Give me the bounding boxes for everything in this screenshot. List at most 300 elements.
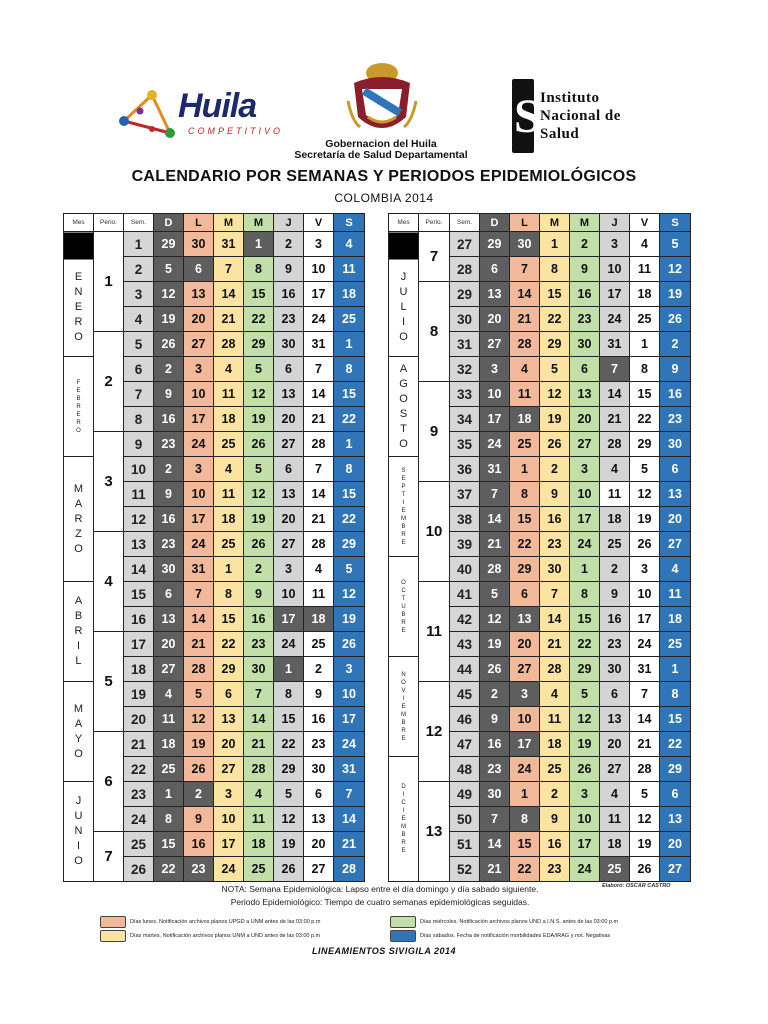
day-cell: 13	[660, 482, 691, 507]
day-cell: 10	[334, 682, 365, 707]
day-cell: 7	[244, 682, 274, 707]
page-title: CALENDARIO POR SEMANAS Y PERIODOS EPIDEMIOLÓGICOS	[131, 168, 637, 185]
day-cell: 9	[600, 582, 630, 607]
day-cell: 1	[274, 657, 304, 682]
day-cell: 3	[214, 782, 244, 807]
day-cell: 29	[244, 332, 274, 357]
day-cell: 8	[660, 682, 691, 707]
day-cell: 23	[480, 757, 510, 782]
day-cell: 24	[334, 732, 365, 757]
day-cell: 7	[304, 457, 334, 482]
month-label	[64, 457, 94, 582]
day-cell: 29	[630, 432, 660, 457]
week-number: 23	[124, 782, 154, 807]
legend-swatch	[100, 916, 126, 928]
day-cell: 22	[214, 632, 244, 657]
day-cell: 20	[304, 832, 334, 857]
week-number: 36	[450, 457, 480, 482]
calendar-table-right	[388, 213, 691, 882]
huila-brand: Huila	[178, 87, 257, 125]
day-cell: 25	[630, 307, 660, 332]
notes	[180, 883, 580, 909]
period-number: 9	[419, 382, 450, 482]
day-cell: 24	[274, 632, 304, 657]
day-cell: 25	[540, 757, 570, 782]
day-cell: 31	[630, 657, 660, 682]
day-cell: 27	[570, 432, 600, 457]
day-cell: 20	[510, 632, 540, 657]
day-cell: 1	[630, 332, 660, 357]
day-cell: 23	[570, 307, 600, 332]
day-cell: 6	[510, 582, 540, 607]
day-cell: 26	[154, 332, 184, 357]
day-cell: 30	[154, 557, 184, 582]
day-cell: 23	[274, 307, 304, 332]
day-cell: 6	[274, 357, 304, 382]
week-number: 13	[124, 532, 154, 557]
ins-line1: Instituto	[540, 90, 600, 106]
legend-text: Días miércoles. Notificación archivos planos UND a I.N.S. antes de las 03:00 p.m	[420, 919, 619, 925]
day-cell: 31	[600, 332, 630, 357]
huila-tagline: COMPETITIVO	[188, 126, 284, 136]
day-cell: 19	[184, 732, 214, 757]
day-cell: 24	[630, 632, 660, 657]
week-number: 22	[124, 757, 154, 782]
day-cell: 28	[480, 557, 510, 582]
month-name: J U L I O	[399, 271, 408, 343]
day-cell: 29	[540, 332, 570, 357]
week-number: 48	[450, 757, 480, 782]
day-cell: 15	[334, 482, 365, 507]
day-cell: 5	[480, 582, 510, 607]
day-cell: 10	[480, 382, 510, 407]
day-header-4: J	[600, 214, 630, 232]
day-cell: 21	[630, 732, 660, 757]
week-number: 44	[450, 657, 480, 682]
day-cell: 17	[334, 707, 365, 732]
legend-item-martes	[100, 930, 320, 942]
week-row	[389, 482, 691, 507]
day-cell: 30	[184, 232, 214, 257]
day-cell: 9	[154, 482, 184, 507]
month-name: A B R I L	[74, 595, 83, 667]
day-cell: 20	[570, 407, 600, 432]
day-cell: 26	[334, 632, 365, 657]
day-cell: 27	[274, 432, 304, 457]
day-cell: 12	[334, 582, 365, 607]
day-cell: 24	[184, 432, 214, 457]
week-number: 14	[124, 557, 154, 582]
period-number: 12	[419, 682, 450, 782]
day-cell: 6	[660, 457, 691, 482]
day-cell: 2	[660, 332, 691, 357]
day-cell: 4	[510, 357, 540, 382]
day-cell: 12	[244, 482, 274, 507]
week-number: 26	[124, 857, 154, 882]
month-label	[389, 557, 419, 657]
day-cell: 3	[184, 357, 214, 382]
day-cell: 22	[540, 307, 570, 332]
period-number: 2	[94, 332, 124, 432]
day-cell: 19	[660, 282, 691, 307]
day-cell: 26	[630, 857, 660, 882]
day-cell: 22	[510, 857, 540, 882]
day-cell: 27	[274, 532, 304, 557]
month-label	[389, 457, 419, 557]
gobernacion-line1: Gobernacion del Huila	[325, 138, 437, 150]
day-cell: 22	[154, 857, 184, 882]
week-number: 46	[450, 707, 480, 732]
week-number: 31	[450, 332, 480, 357]
day-cell: 25	[334, 307, 365, 332]
day-cell: 23	[304, 732, 334, 757]
period-number: 7	[94, 832, 124, 882]
day-cell: 31	[334, 757, 365, 782]
day-cell: 27	[510, 657, 540, 682]
day-cell: 13	[570, 382, 600, 407]
legend-swatch	[390, 930, 416, 942]
day-cell: 13	[660, 807, 691, 832]
day-cell: 10	[304, 257, 334, 282]
day-cell: 18	[630, 282, 660, 307]
day-cell: 30	[660, 432, 691, 457]
day-cell: 27	[660, 857, 691, 882]
day-cell: 15	[540, 282, 570, 307]
month-name: E N E R O	[74, 271, 83, 343]
day-cell: 9	[304, 682, 334, 707]
day-cell: 8	[214, 582, 244, 607]
day-cell: 18	[214, 407, 244, 432]
day-cell: 18	[600, 832, 630, 857]
day-cell: 1	[540, 232, 570, 257]
day-cell: 9	[480, 707, 510, 732]
day-cell: 26	[660, 307, 691, 332]
day-cell: 14	[214, 282, 244, 307]
day-cell: 1	[334, 432, 365, 457]
period-number: 13	[419, 782, 450, 882]
day-header-2: M	[540, 214, 570, 232]
day-cell: 30	[480, 782, 510, 807]
day-cell: 9	[540, 482, 570, 507]
day-cell: 16	[304, 707, 334, 732]
day-cell: 9	[244, 582, 274, 607]
week-row	[64, 432, 365, 457]
day-cell: 28	[244, 757, 274, 782]
day-cell: 25	[214, 532, 244, 557]
day-cell: 1	[154, 782, 184, 807]
day-cell: 27	[184, 332, 214, 357]
day-cell: 2	[274, 232, 304, 257]
week-number: 42	[450, 607, 480, 632]
day-cell: 19	[540, 407, 570, 432]
day-cell: 22	[660, 732, 691, 757]
week-number: 5	[124, 332, 154, 357]
week-number: 12	[124, 507, 154, 532]
month-label	[389, 657, 419, 757]
day-cell: 14	[510, 282, 540, 307]
day-cell: 20	[184, 307, 214, 332]
day-cell: 27	[600, 757, 630, 782]
day-cell: 27	[304, 857, 334, 882]
col-periodo-header: Perio.	[94, 214, 124, 232]
day-cell: 17	[184, 407, 214, 432]
week-row	[389, 382, 691, 407]
month-name: M A Y O	[73, 702, 84, 760]
day-cell: 23	[244, 632, 274, 657]
day-cell: 19	[334, 607, 365, 632]
ins-line2: Nacional de	[540, 108, 621, 124]
day-cell: 9	[184, 807, 214, 832]
day-cell: 19	[274, 832, 304, 857]
day-cell: 17	[630, 607, 660, 632]
day-cell: 24	[184, 532, 214, 557]
week-number: 24	[124, 807, 154, 832]
legend-swatch	[100, 930, 126, 942]
day-cell: 17	[600, 282, 630, 307]
author-credit: Elaboró: OSCAR CASTRO	[602, 883, 671, 889]
day-cell: 29	[214, 657, 244, 682]
day-cell: 21	[540, 632, 570, 657]
day-cell: 1	[244, 232, 274, 257]
day-cell: 29	[154, 232, 184, 257]
day-cell: 4	[304, 557, 334, 582]
day-cell: 11	[154, 707, 184, 732]
day-cell: 3	[480, 357, 510, 382]
week-number: 2	[124, 257, 154, 282]
week-number: 1	[124, 232, 154, 257]
day-cell: 6	[480, 257, 510, 282]
day-cell: 29	[660, 757, 691, 782]
day-cell: 25	[660, 632, 691, 657]
day-header-5: V	[630, 214, 660, 232]
day-cell: 5	[660, 232, 691, 257]
day-cell: 2	[244, 557, 274, 582]
month-name: D I C I E M B R E	[401, 784, 406, 854]
day-header-4: J	[274, 214, 304, 232]
week-row	[64, 532, 365, 557]
day-cell: 10	[184, 482, 214, 507]
day-cell: 29	[480, 232, 510, 257]
day-cell: 14	[600, 382, 630, 407]
week-number: 4	[124, 307, 154, 332]
day-cell: 30	[510, 232, 540, 257]
day-cell: 24	[304, 307, 334, 332]
day-cell: 13	[600, 707, 630, 732]
day-cell: 20	[214, 732, 244, 757]
legend-text: Días sábados. Fecha de notificación morbilidades EDA/IRAG y not. Negativas	[420, 933, 611, 939]
day-cell: 1	[510, 457, 540, 482]
day-cell: 18	[154, 732, 184, 757]
day-cell: 17	[510, 732, 540, 757]
week-number: 37	[450, 482, 480, 507]
day-cell: 23	[600, 632, 630, 657]
day-header-3: M	[244, 214, 274, 232]
day-cell: 30	[540, 557, 570, 582]
day-cell: 26	[630, 532, 660, 557]
day-cell: 30	[274, 332, 304, 357]
month-label	[389, 357, 419, 457]
week-number: 29	[450, 282, 480, 307]
month-name: A G O S T O	[399, 362, 408, 450]
day-cell: 13	[510, 607, 540, 632]
day-cell: 14	[304, 382, 334, 407]
week-number: 52	[450, 857, 480, 882]
week-number: 40	[450, 557, 480, 582]
day-cell: 16	[480, 732, 510, 757]
week-number: 47	[450, 732, 480, 757]
day-cell: 15	[214, 607, 244, 632]
day-cell: 31	[214, 232, 244, 257]
day-cell: 11	[660, 582, 691, 607]
period-number: 6	[94, 732, 124, 832]
day-cell: 12	[154, 282, 184, 307]
day-cell: 21	[480, 857, 510, 882]
col-sem-header: Sem.	[124, 214, 154, 232]
day-cell: 8	[274, 682, 304, 707]
day-cell: 24	[480, 432, 510, 457]
day-cell: 23	[154, 432, 184, 457]
period-number: 7	[419, 232, 450, 282]
day-cell: 12	[660, 257, 691, 282]
week-number: 32	[450, 357, 480, 382]
crest-icon	[346, 61, 418, 139]
week-number: 43	[450, 632, 480, 657]
day-cell: 13	[480, 282, 510, 307]
week-number: 8	[124, 407, 154, 432]
day-cell: 13	[274, 482, 304, 507]
day-cell: 14	[244, 707, 274, 732]
day-cell: 5	[540, 357, 570, 382]
week-number: 15	[124, 582, 154, 607]
day-cell: 12	[184, 707, 214, 732]
day-cell: 25	[214, 432, 244, 457]
day-cell: 11	[510, 382, 540, 407]
day-cell: 22	[334, 407, 365, 432]
week-number: 35	[450, 432, 480, 457]
day-cell: 16	[244, 607, 274, 632]
day-cell: 21	[334, 832, 365, 857]
huila-logo-icon	[112, 89, 178, 145]
legend-item-miercoles	[390, 916, 618, 928]
day-cell: 7	[540, 582, 570, 607]
month-name: M A R Z O	[73, 482, 84, 555]
day-cell: 9	[570, 257, 600, 282]
day-cell: 10	[214, 807, 244, 832]
day-cell: 29	[570, 657, 600, 682]
week-row	[64, 832, 365, 857]
day-cell: 15	[510, 507, 540, 532]
day-cell: 8	[510, 807, 540, 832]
day-cell: 2	[600, 557, 630, 582]
day-cell: 5	[334, 557, 365, 582]
day-cell: 5	[570, 682, 600, 707]
day-cell: 21	[304, 507, 334, 532]
day-cell: 8	[510, 482, 540, 507]
day-cell: 4	[630, 232, 660, 257]
period-number: 8	[419, 282, 450, 382]
day-cell: 3	[630, 557, 660, 582]
day-cell: 4	[244, 782, 274, 807]
day-cell: 25	[510, 432, 540, 457]
day-cell: 11	[600, 807, 630, 832]
day-cell: 19	[244, 507, 274, 532]
day-cell: 22	[334, 507, 365, 532]
day-cell: 14	[334, 807, 365, 832]
gobernacion-label	[268, 139, 494, 161]
day-cell: 10	[600, 257, 630, 282]
day-cell: 17	[214, 832, 244, 857]
day-cell: 1	[570, 557, 600, 582]
footer: LINEAMIENTOS SIVIGILA 2014	[311, 946, 457, 956]
week-number: 28	[450, 257, 480, 282]
day-cell: 21	[480, 532, 510, 557]
day-cell: 14	[184, 607, 214, 632]
period-number: 10	[419, 482, 450, 582]
day-cell: 18	[600, 507, 630, 532]
day-cell: 7	[214, 257, 244, 282]
col-mes-header: Mes	[389, 214, 419, 232]
header	[0, 55, 768, 165]
day-cell: 5	[244, 457, 274, 482]
day-cell: 28	[630, 757, 660, 782]
week-number: 19	[124, 682, 154, 707]
month-label	[389, 757, 419, 882]
week-number: 51	[450, 832, 480, 857]
day-cell: 30	[600, 657, 630, 682]
day-cell: 6	[600, 682, 630, 707]
day-cell: 7	[184, 582, 214, 607]
day-cell: 18	[540, 732, 570, 757]
day-cell: 31	[480, 457, 510, 482]
week-number: 16	[124, 607, 154, 632]
day-cell: 21	[600, 407, 630, 432]
period-number: 3	[94, 432, 124, 532]
month-name: O C T U B R E	[401, 579, 406, 634]
day-cell: 22	[244, 307, 274, 332]
month-label	[64, 232, 94, 357]
day-cell: 24	[510, 757, 540, 782]
week-number: 50	[450, 807, 480, 832]
day-cell: 15	[660, 707, 691, 732]
day-cell: 3	[570, 457, 600, 482]
month-label	[64, 582, 94, 682]
day-cell: 28	[600, 432, 630, 457]
day-cell: 19	[630, 507, 660, 532]
week-row	[389, 682, 691, 707]
day-cell: 3	[334, 657, 365, 682]
day-cell: 24	[570, 857, 600, 882]
week-number: 9	[124, 432, 154, 457]
day-cell: 2	[480, 682, 510, 707]
day-cell: 4	[600, 457, 630, 482]
day-cell: 27	[154, 657, 184, 682]
day-cell: 31	[304, 332, 334, 357]
day-cell: 6	[304, 782, 334, 807]
month-name: N O V I E M B R E	[401, 671, 406, 742]
week-row	[64, 332, 365, 357]
day-cell: 7	[630, 682, 660, 707]
day-cell: 10	[184, 382, 214, 407]
week-number: 41	[450, 582, 480, 607]
day-cell: 23	[540, 532, 570, 557]
legend-text: Días lunes. Notificación archivos planos UPGD a UNM antes de las 03:00 p.m	[130, 919, 321, 925]
ins-line3: Salud	[540, 126, 580, 142]
week-row	[389, 282, 691, 307]
day-cell: 2	[540, 782, 570, 807]
day-cell: 11	[304, 582, 334, 607]
day-cell: 29	[274, 757, 304, 782]
day-cell: 12	[244, 382, 274, 407]
